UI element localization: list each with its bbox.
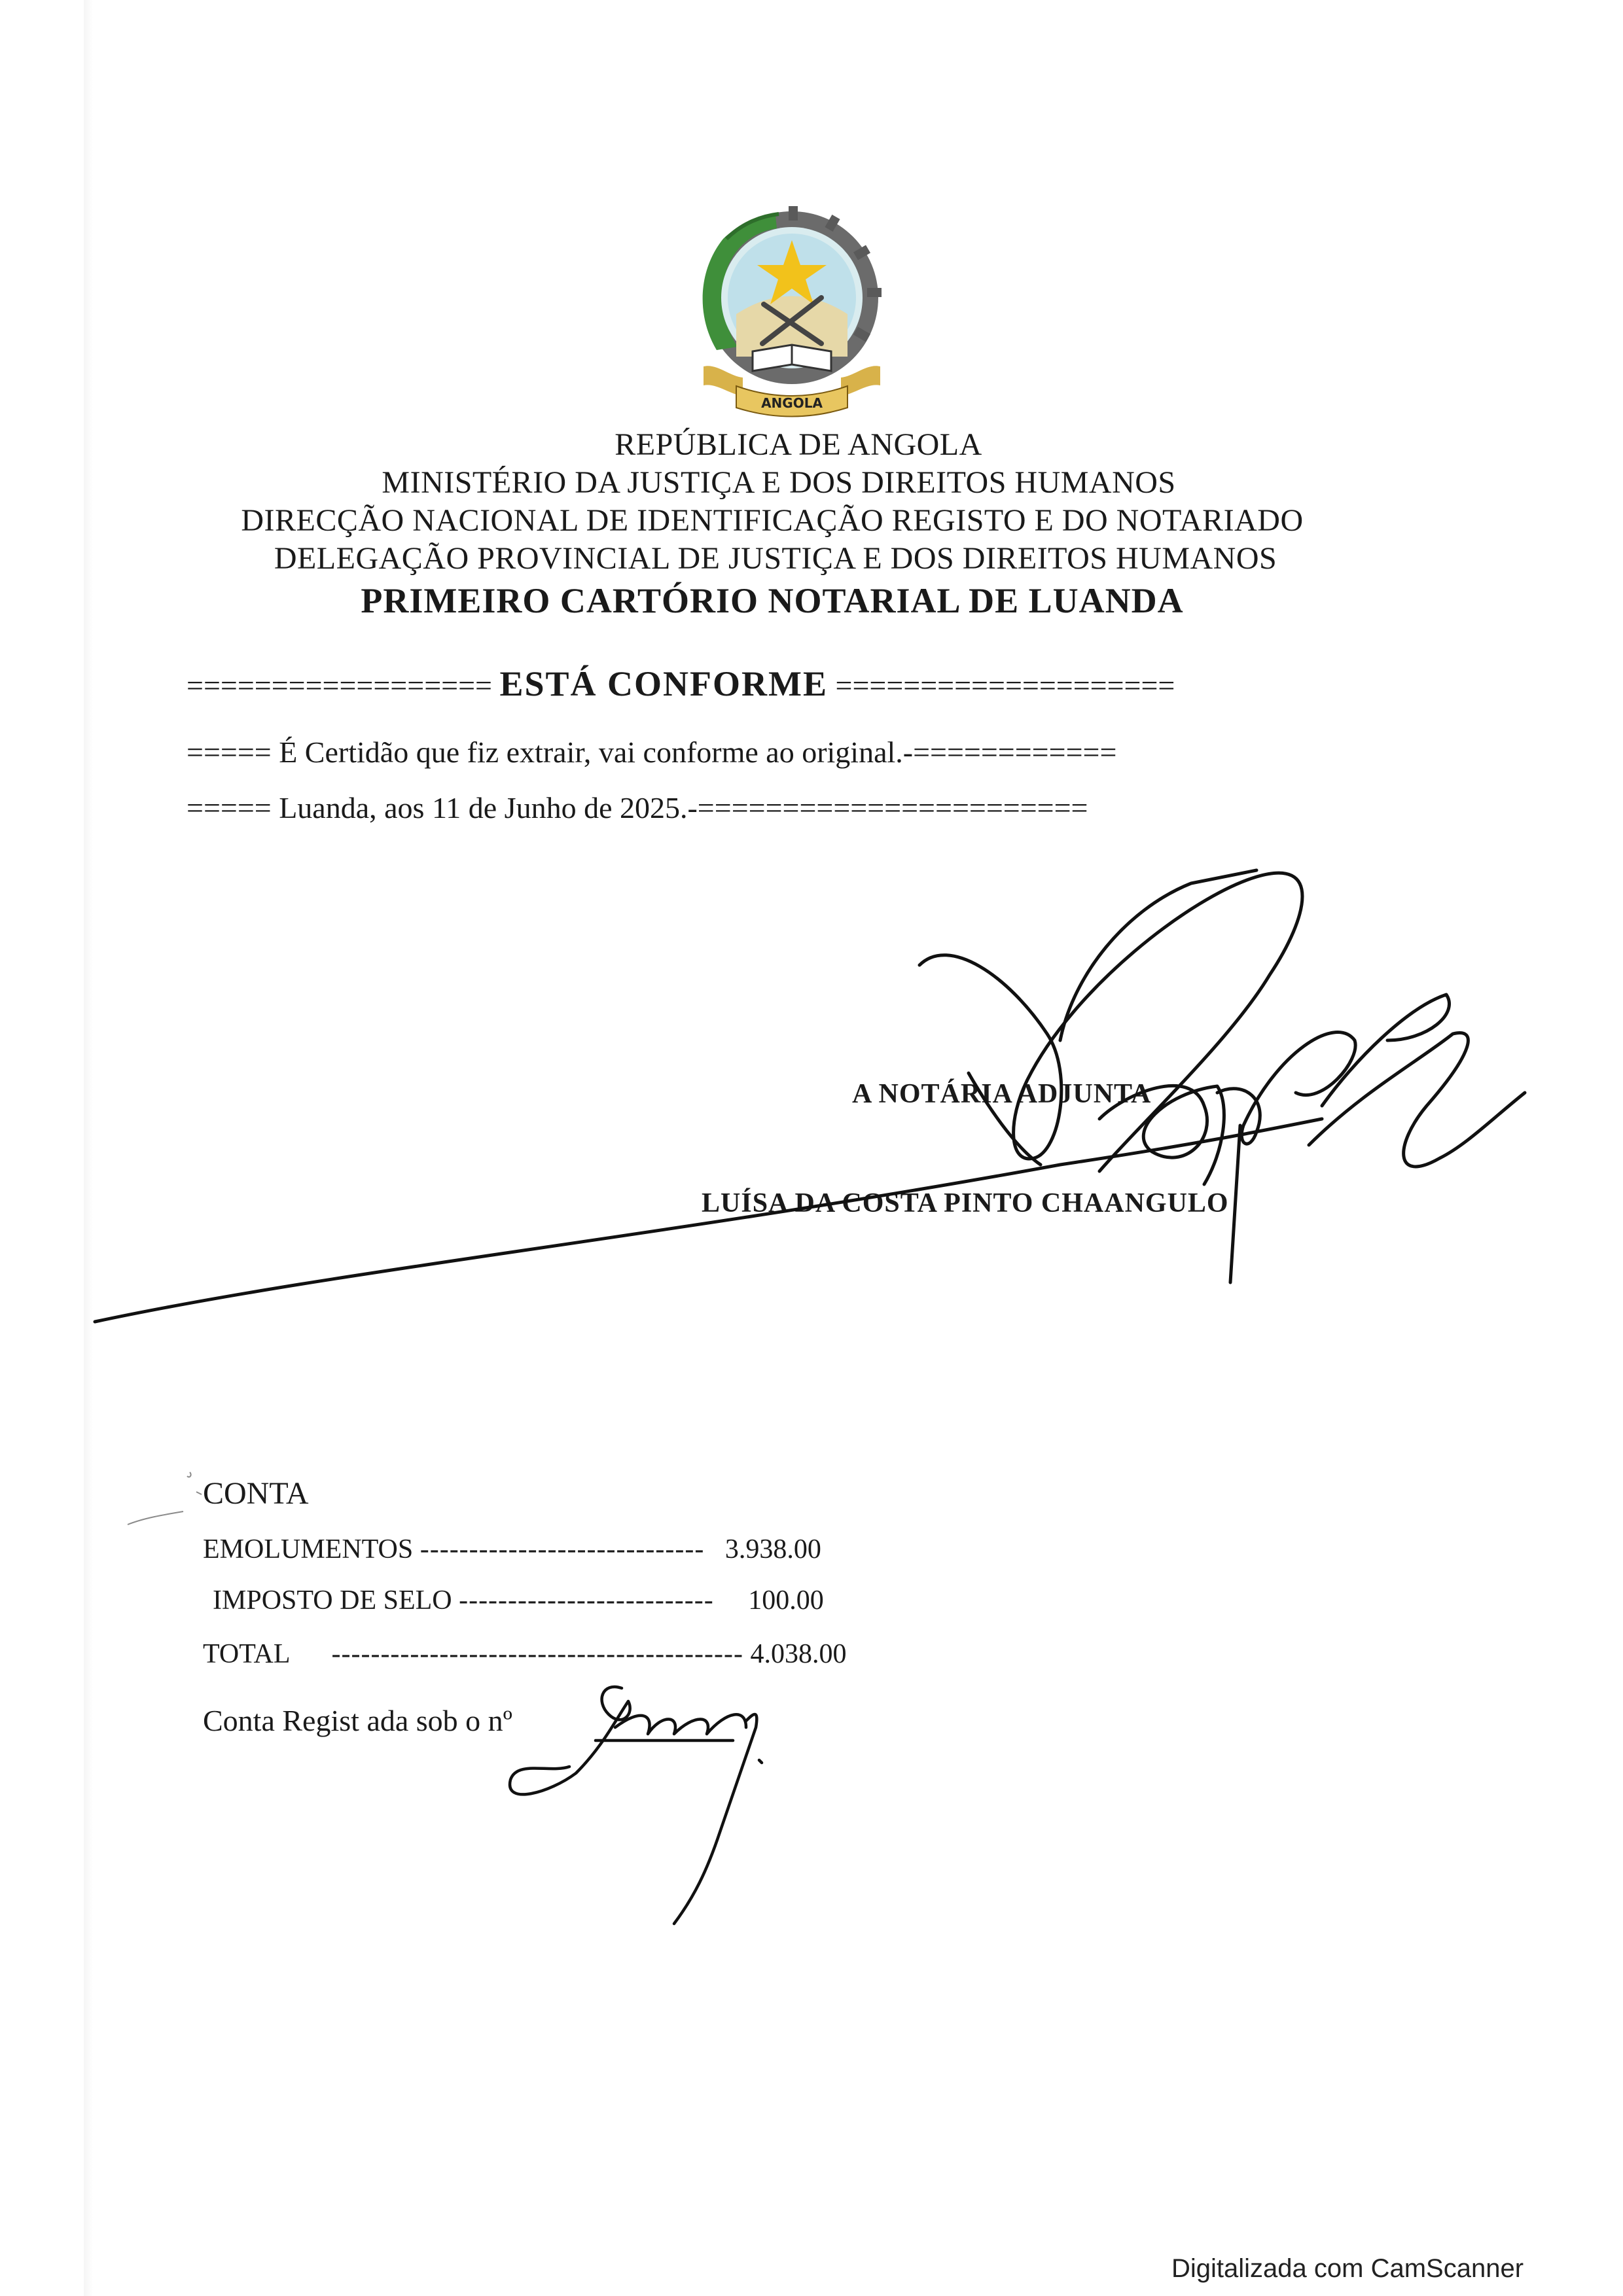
conta-value: 3.938.00 bbox=[724, 1534, 821, 1564]
conta-dashes: ----------------------------- bbox=[419, 1534, 705, 1564]
header-republic: REPÚBLICA DE ANGOLA bbox=[615, 427, 982, 462]
scanner-watermark: Digitalizada com CamScanner bbox=[1171, 2254, 1524, 2283]
left-rule: ================== bbox=[187, 669, 492, 702]
header-directorate: DIRECÇÃO NACIONAL DE IDENTIFICAÇÃO REGISTO E DO NOTARIADO bbox=[241, 503, 1304, 538]
certification-line-1: ===== É Certidão que fiz extrair, vai conforme ao original.-============ bbox=[187, 735, 1117, 769]
conta-signature bbox=[497, 1675, 851, 1930]
conta-label: TOTAL bbox=[203, 1639, 291, 1669]
emblem-text: ANGOLA bbox=[761, 395, 823, 411]
conta-row-emolumentos bbox=[203, 1531, 821, 1568]
header-office: PRIMEIRO CARTÓRIO NOTARIAL DE LUANDA bbox=[361, 581, 1184, 620]
certification-title: ESTÁ CONFORME bbox=[499, 664, 829, 703]
conta-value: 100.00 bbox=[748, 1585, 824, 1616]
conta-row-total bbox=[203, 1636, 846, 1672]
ink-smudge bbox=[124, 1466, 209, 1544]
right-rule: ==================== bbox=[835, 669, 1175, 702]
header-delegation: DELEGAÇÃO PROVINCIAL DE JUSTIÇA E DOS DIREITOS HUMANOS bbox=[274, 541, 1277, 576]
notary-signature bbox=[79, 844, 1551, 1354]
conta-label: IMPOSTO DE SELO bbox=[213, 1585, 452, 1616]
certification-title-line bbox=[187, 664, 1319, 705]
angola-emblem bbox=[690, 200, 893, 422]
conta-registered: Conta Regist ada sob o nº bbox=[203, 1704, 512, 1737]
conta-dashes: -------------------------- bbox=[459, 1585, 714, 1616]
conta-value: 4.038.00 bbox=[750, 1639, 847, 1669]
header-ministry: MINISTÉRIO DA JUSTIÇA E DOS DIREITOS HUMANOS bbox=[382, 465, 1176, 500]
certification-line-2: ===== Luanda, aos 11 de Junho de 2025.-======================= bbox=[187, 791, 1088, 824]
signatory-name: LUÍSA DA COSTA PINTO CHAANGULO bbox=[702, 1188, 1229, 1218]
conta-label: EMOLUMENTOS bbox=[203, 1534, 414, 1564]
conta-dashes: ------------------------------------------ bbox=[331, 1639, 743, 1669]
conta-row-imposto bbox=[213, 1582, 824, 1619]
signatory-role: A NOTÁRIA ADJUNTA bbox=[852, 1079, 1152, 1109]
conta-title: CONTA bbox=[203, 1476, 309, 1511]
